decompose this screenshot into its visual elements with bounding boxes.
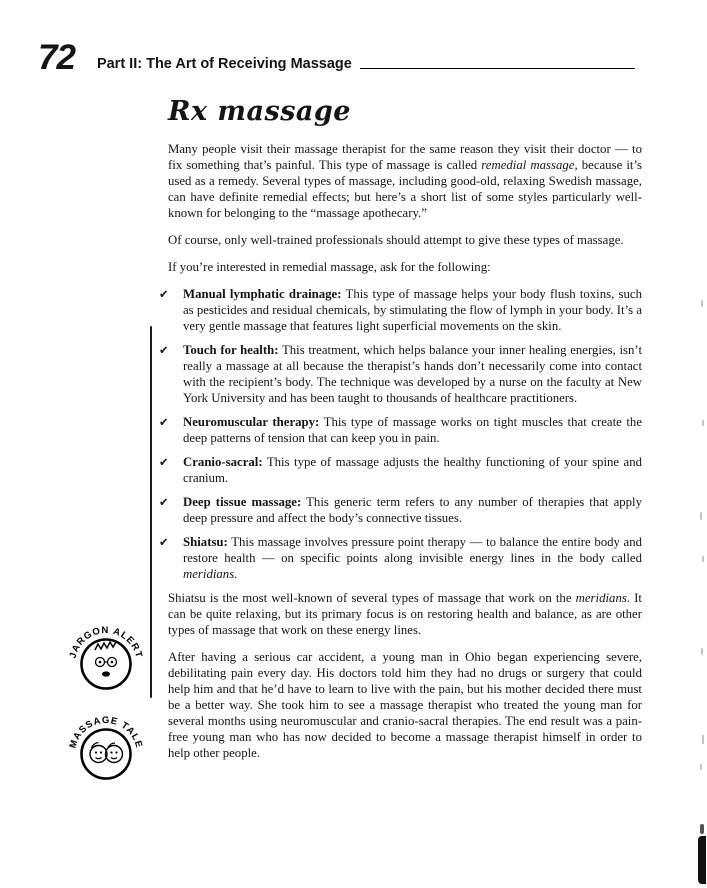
scan-artifact bbox=[700, 764, 702, 770]
section-heading: Rx massage bbox=[168, 96, 351, 127]
part-header: Part II: The Art of Receiving Massage bbox=[96, 56, 352, 72]
list-item bbox=[159, 414, 643, 446]
scan-artifact bbox=[702, 735, 704, 744]
intro-paragraph-1 bbox=[168, 141, 642, 221]
list-item bbox=[159, 454, 643, 486]
margin-rule bbox=[150, 326, 152, 698]
intro-paragraph-3: If you’re interested in remedial massage, ask for the following: bbox=[168, 260, 491, 274]
header-rule bbox=[360, 68, 635, 69]
body-text: It can be quite relaxing, but its primary focus is on restoring health and balance, as are other types of massage that work on these energy lines. bbox=[168, 591, 642, 637]
body-text: because it’s used as a remedy. Several types of massage, including good-old, relaxing Swedish massage, can have definite remedial effects; but here’s a short list of some styles particularly well-known for belonging to the “massage apothecary.” bbox=[168, 158, 642, 220]
remedial-massage-list bbox=[159, 286, 643, 582]
italic-term: meridians. bbox=[183, 567, 238, 581]
body-text: Many people visit their massage therapist for the same reason they visit their doctor — to fix something that’s painful. This type of massage is called bbox=[168, 142, 642, 172]
massage-tale-label: MASSAGE TALE bbox=[67, 714, 145, 750]
list-item bbox=[159, 494, 642, 526]
intro-paragraph-2: Of course, only well-trained professionals should attempt to give these types of massage. bbox=[168, 233, 624, 247]
list-desc: This type of massage works on tight muscles that create the deep patterns of tension that can keep you in pain. bbox=[183, 415, 643, 445]
cartoon-eye bbox=[100, 751, 102, 753]
check-bullet-icon: ✔ bbox=[159, 535, 169, 549]
list-desc: This massage involves pressure point therapy — to balance the entire body and restore health — on specific points along invisible energy lines in the body called bbox=[183, 535, 642, 565]
list-desc: This type of massage adjusts the healthy functioning of your spine and cranium. bbox=[183, 455, 643, 485]
scan-artifact bbox=[702, 420, 704, 426]
massage-tale-paragraph: After having a serious car accident, a young man in Ohio began experiencing severe, debilitating pain every day. His doctors told him they had no drugs or surgery that could help him and that he’d have to learn to live with the pain, but his mother decided there must be a better way. She took him to see a massage therapist who treated the young man for several months using neuromuscular and cranio-sacral therapies. The end result was a pain-free young man who has now decided to become a massage therapist himself in order to help other people. bbox=[168, 650, 642, 760]
list-term: Deep tissue massage: bbox=[183, 495, 302, 509]
cartoon-eye bbox=[110, 751, 112, 753]
list-term: Cranio-sacral: bbox=[183, 455, 263, 469]
jargon-alert-paragraph bbox=[168, 590, 642, 638]
running-head bbox=[38, 40, 635, 75]
cartoon-eye bbox=[115, 751, 117, 753]
cartoon-eye bbox=[95, 751, 97, 753]
check-bullet-icon: ✔ bbox=[159, 415, 169, 429]
jargon-alert-label: JARGON ALERT bbox=[67, 624, 145, 660]
list-term: Neuromuscular therapy: bbox=[183, 415, 320, 429]
list-desc: This type of massage helps your body flush toxins, such as pesticides and residual chemicals, by stimulating the flow of lymph in your body. It’s a very gentle massage that features light superficial movements on the skin. bbox=[183, 287, 643, 333]
scan-artifact bbox=[702, 556, 704, 562]
italic-term: remedial massage, bbox=[481, 158, 578, 172]
body-text: Shiatsu is the most well-known of several types of massage that work on the bbox=[168, 591, 576, 605]
list-item bbox=[159, 342, 643, 406]
scan-artifact bbox=[701, 648, 703, 655]
scan-artifact bbox=[698, 836, 706, 884]
check-bullet-icon: ✔ bbox=[159, 495, 169, 509]
page-number: 72 bbox=[38, 38, 75, 77]
massage-tale-icon bbox=[62, 698, 150, 786]
main-text-column bbox=[159, 96, 643, 772]
check-bullet-icon: ✔ bbox=[159, 287, 169, 301]
italic-term: meridians. bbox=[575, 591, 631, 605]
cartoon-eye bbox=[111, 661, 114, 664]
check-bullet-icon: ✔ bbox=[159, 343, 169, 357]
list-item bbox=[159, 286, 643, 334]
list-term: Touch for health: bbox=[183, 343, 279, 357]
cartoon-mouth bbox=[102, 671, 110, 676]
scan-artifact bbox=[701, 300, 703, 307]
list-desc: This generic term refers to any number of therapies that apply deep pressure and affect the body’s connective tissues. bbox=[183, 495, 642, 525]
list-term: Manual lymphatic drainage: bbox=[183, 287, 342, 301]
cartoon-eye bbox=[99, 661, 102, 664]
list-desc: This treatment, which helps balance your inner healing energies, isn’t really a massage at all because the therapist’s hands don’t necessarily come into contact with the recipient’s body. The technique was developed by a nurse on the faculty at New York University and has been taught to thousands of healthcare practitioners. bbox=[183, 343, 643, 405]
check-bullet-icon: ✔ bbox=[159, 455, 169, 469]
jargon-alert-icon bbox=[62, 608, 150, 696]
list-term: Shiatsu: bbox=[183, 535, 228, 549]
scan-artifact bbox=[700, 512, 702, 520]
scan-artifact bbox=[700, 824, 704, 834]
list-item bbox=[159, 534, 642, 582]
